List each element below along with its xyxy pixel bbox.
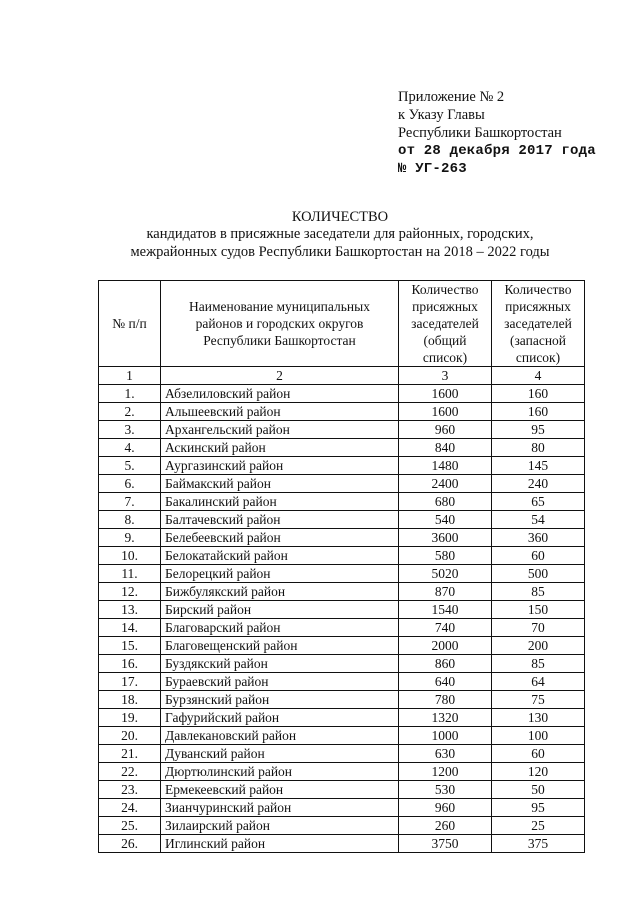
- general-count: 2000: [399, 637, 492, 655]
- row-number: 17.: [99, 673, 161, 691]
- district-name: Ермекеевский район: [161, 781, 399, 799]
- row-number: 7.: [99, 493, 161, 511]
- general-count: 3600: [399, 529, 492, 547]
- reserve-count: 120: [492, 763, 585, 781]
- table-row: [99, 619, 585, 637]
- decree-date: от 28 декабря 2017 года: [398, 143, 596, 159]
- table-row: [99, 403, 585, 421]
- document-subtitle-line: межрайонных судов Республики Башкортостан на 2018 – 2022 годы: [130, 244, 550, 260]
- appendix-line: Республики Башкортостан: [398, 125, 562, 141]
- district-name: Белебеевский район: [161, 529, 399, 547]
- row-number: 6.: [99, 475, 161, 493]
- table-row: [99, 763, 585, 781]
- general-count: 540: [399, 511, 492, 529]
- reserve-count: 160: [492, 385, 585, 403]
- district-name: Альшеевский район: [161, 403, 399, 421]
- reserve-count: 25: [492, 817, 585, 835]
- district-name: Иглинский район: [161, 835, 399, 853]
- table-row: [99, 601, 585, 619]
- column-number: 3: [399, 367, 492, 385]
- table-row: [99, 565, 585, 583]
- reserve-count: 130: [492, 709, 585, 727]
- reserve-count: 50: [492, 781, 585, 799]
- table-row: [99, 475, 585, 493]
- general-count: 5020: [399, 565, 492, 583]
- general-count: 530: [399, 781, 492, 799]
- district-name: Белорецкий район: [161, 565, 399, 583]
- district-name: Бурзянский район: [161, 691, 399, 709]
- column-number-row: [99, 367, 585, 385]
- district-name: Балтачевский район: [161, 511, 399, 529]
- general-count: 780: [399, 691, 492, 709]
- header-reserve-line: присяжных: [505, 299, 571, 314]
- row-number: 23.: [99, 781, 161, 799]
- district-name: Абзелиловский район: [161, 385, 399, 403]
- district-name: Дюртюлинский район: [161, 763, 399, 781]
- appendix-block: [398, 88, 596, 178]
- header-general-line: Количество: [411, 282, 479, 297]
- reserve-count: 200: [492, 637, 585, 655]
- reserve-count: 150: [492, 601, 585, 619]
- header-name-line: Наименование муниципальных: [189, 299, 370, 314]
- district-name: Бураевский район: [161, 673, 399, 691]
- reserve-count: 85: [492, 583, 585, 601]
- district-name: Бижбулякский район: [161, 583, 399, 601]
- general-count: 1600: [399, 403, 492, 421]
- table-row: [99, 457, 585, 475]
- general-count: 1320: [399, 709, 492, 727]
- table-row: [99, 655, 585, 673]
- row-number: 5.: [99, 457, 161, 475]
- row-number: 1.: [99, 385, 161, 403]
- row-number: 24.: [99, 799, 161, 817]
- reserve-count: 95: [492, 799, 585, 817]
- district-name: Благовещенский район: [161, 637, 399, 655]
- row-number: 22.: [99, 763, 161, 781]
- reserve-count: 60: [492, 745, 585, 763]
- header-general-line: список): [422, 350, 468, 365]
- header-reserve-line: список): [515, 350, 561, 365]
- reserve-count: 375: [492, 835, 585, 853]
- general-count: 860: [399, 655, 492, 673]
- district-name: Благоварский район: [161, 619, 399, 637]
- general-count: 740: [399, 619, 492, 637]
- district-name: Аскинский район: [161, 439, 399, 457]
- general-count: 1540: [399, 601, 492, 619]
- column-number: 4: [492, 367, 585, 385]
- reserve-count: 80: [492, 439, 585, 457]
- table-row: [99, 511, 585, 529]
- row-number: 9.: [99, 529, 161, 547]
- appendix-line: Приложение № 2: [398, 89, 505, 105]
- district-name: Дуванский район: [161, 745, 399, 763]
- district-name: Гафурийский район: [161, 709, 399, 727]
- header-general-line: заседателей: [411, 316, 479, 331]
- row-number: 8.: [99, 511, 161, 529]
- table-row: [99, 637, 585, 655]
- table-row: [99, 691, 585, 709]
- reserve-count: 95: [492, 421, 585, 439]
- district-name: Белокатайский район: [161, 547, 399, 565]
- row-number: 19.: [99, 709, 161, 727]
- general-count: 1000: [399, 727, 492, 745]
- row-number: 12.: [99, 583, 161, 601]
- table-row: [99, 709, 585, 727]
- reserve-count: 60: [492, 547, 585, 565]
- district-name: Бирский район: [161, 601, 399, 619]
- reserve-count: 160: [492, 403, 585, 421]
- document-subtitle-line: кандидатов в присяжные заседатели для районных, городских,: [146, 226, 534, 242]
- general-count: 840: [399, 439, 492, 457]
- district-name: Давлекановский район: [161, 727, 399, 745]
- row-number: 10.: [99, 547, 161, 565]
- table-row: [99, 781, 585, 799]
- row-number: 14.: [99, 619, 161, 637]
- document-title: КОЛИЧЕСТВО: [291, 209, 389, 225]
- reserve-count: 54: [492, 511, 585, 529]
- table-row: [99, 583, 585, 601]
- header-general-line: присяжных: [412, 299, 478, 314]
- table-row: [99, 529, 585, 547]
- district-name: Аургазинский район: [161, 457, 399, 475]
- table-row: [99, 835, 585, 853]
- decree-number: № УГ-263: [398, 161, 467, 177]
- table-row: [99, 727, 585, 745]
- row-number: 18.: [99, 691, 161, 709]
- district-name: Архангельский район: [161, 421, 399, 439]
- row-number: 13.: [99, 601, 161, 619]
- header-name-line: районов и городских округов: [195, 316, 364, 331]
- column-number: 1: [99, 367, 161, 385]
- district-name: Буздякский район: [161, 655, 399, 673]
- general-count: 1600: [399, 385, 492, 403]
- district-name: Баймакский район: [161, 475, 399, 493]
- row-number: 3.: [99, 421, 161, 439]
- general-count: 960: [399, 421, 492, 439]
- table-row: [99, 817, 585, 835]
- general-count: 1200: [399, 763, 492, 781]
- row-number: 15.: [99, 637, 161, 655]
- district-name: Зианчуринский район: [161, 799, 399, 817]
- header-reserve-line: (запасной: [509, 333, 567, 348]
- header-general-line: (общий: [423, 333, 467, 348]
- general-count: 1480: [399, 457, 492, 475]
- table-row: [99, 799, 585, 817]
- table-row: [99, 439, 585, 457]
- general-count: 640: [399, 673, 492, 691]
- general-count: 870: [399, 583, 492, 601]
- district-name: Зилаирский район: [161, 817, 399, 835]
- general-count: 580: [399, 547, 492, 565]
- appendix-line: к Указу Главы: [398, 107, 485, 123]
- row-number: 20.: [99, 727, 161, 745]
- reserve-count: 145: [492, 457, 585, 475]
- header-general: [399, 281, 492, 367]
- header-name-line: Республики Башкортостан: [203, 333, 356, 348]
- general-count: 630: [399, 745, 492, 763]
- table-row: [99, 547, 585, 565]
- header-name: [161, 281, 399, 367]
- general-count: 2400: [399, 475, 492, 493]
- reserve-count: 360: [492, 529, 585, 547]
- row-number: 21.: [99, 745, 161, 763]
- reserve-count: 65: [492, 493, 585, 511]
- table-header-row: [99, 281, 585, 367]
- table-body: [99, 385, 585, 853]
- reserve-count: 70: [492, 619, 585, 637]
- table-row: [99, 493, 585, 511]
- header-reserve: [492, 281, 585, 367]
- row-number: 25.: [99, 817, 161, 835]
- reserve-count: 75: [492, 691, 585, 709]
- row-number: 11.: [99, 565, 161, 583]
- district-name: Бакалинский район: [161, 493, 399, 511]
- header-num: № п/п: [99, 281, 161, 367]
- row-number: 26.: [99, 835, 161, 853]
- reserve-count: 500: [492, 565, 585, 583]
- table-row: [99, 421, 585, 439]
- general-count: 680: [399, 493, 492, 511]
- reserve-count: 85: [492, 655, 585, 673]
- header-reserve-line: заседателей: [504, 316, 572, 331]
- table-row: [99, 673, 585, 691]
- header-reserve-line: Количество: [504, 282, 572, 297]
- table-row: [99, 745, 585, 763]
- row-number: 2.: [99, 403, 161, 421]
- jurors-table: [98, 280, 585, 853]
- reserve-count: 64: [492, 673, 585, 691]
- row-number: 4.: [99, 439, 161, 457]
- general-count: 260: [399, 817, 492, 835]
- reserve-count: 240: [492, 475, 585, 493]
- reserve-count: 100: [492, 727, 585, 745]
- row-number: 16.: [99, 655, 161, 673]
- general-count: 3750: [399, 835, 492, 853]
- column-number: 2: [161, 367, 399, 385]
- general-count: 960: [399, 799, 492, 817]
- table-row: [99, 385, 585, 403]
